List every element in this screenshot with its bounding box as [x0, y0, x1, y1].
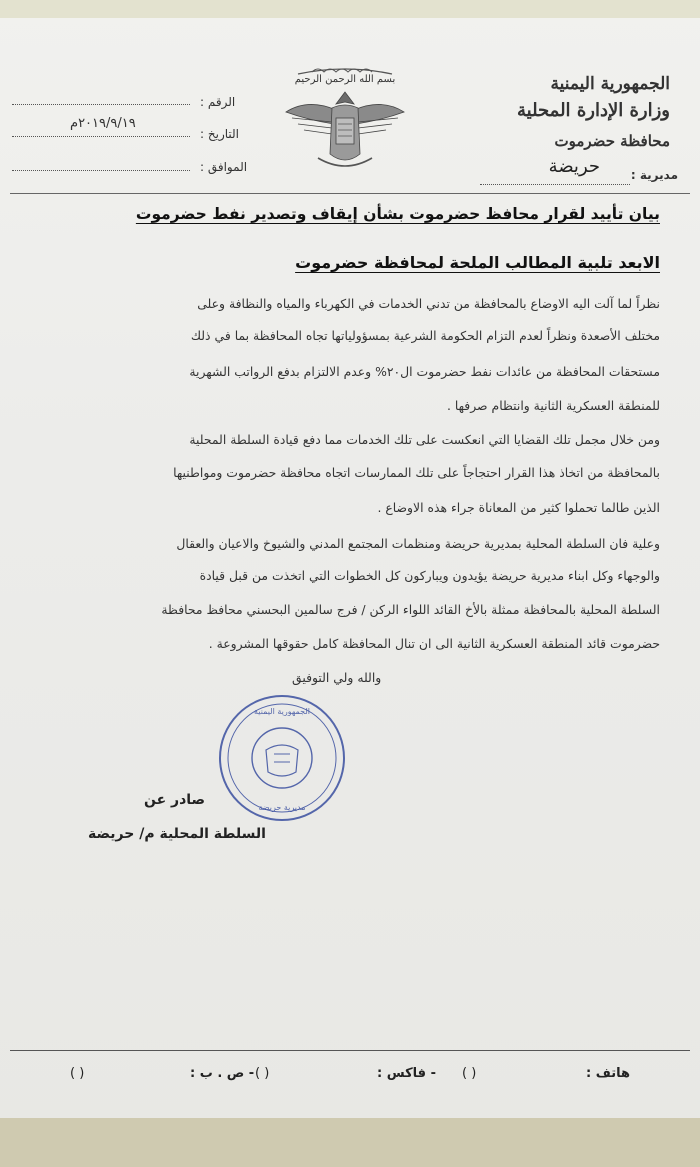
phone-value: ( ) [462, 1066, 477, 1081]
directorate-underline [480, 184, 630, 185]
statement-title-line1: بيان تأييد لقرار محافظ حضرموت بشأن إيقاف وتصدير نفط حضرموت [135, 205, 660, 223]
body-line-4: للمنطقة العسكرية الثانية وانتظام صرفها . [446, 398, 660, 413]
po-box-label: - ص . ب : [190, 1066, 255, 1081]
directorate-handwritten: حريضة [548, 156, 600, 177]
po-box-value: ( ) [70, 1066, 85, 1081]
issued-by-label: صادر عن [144, 792, 206, 808]
corresponding-line [12, 170, 190, 171]
svg-text:مديرية حريضة: مديرية حريضة [258, 803, 306, 812]
fax-label: - فاكس : [377, 1066, 436, 1081]
official-stamp [216, 692, 348, 824]
body-line-8: وعلية فان السلطة المحلية بمديرية حريضة ومنظمات المجتمع المدني والشيوخ والاعيان والعقال [176, 536, 660, 551]
body-line-6: بالمحافظة من اتخاذ هذا القرار احتجاجاً على تلك الممارسات اتجاه محافظة حضرموت ومواطنيها [173, 465, 660, 480]
scan-top-edge [0, 0, 700, 18]
body-line-11: حضرموت قائد المنطقة العسكرية الثانية الى ان تنال المحافظة كامل حقوقها المشروعة . [208, 636, 660, 651]
statement-title-line2: الابعد تلبية المطالب الملحة لمحافظة حضرموت [295, 253, 660, 272]
body-line-9: والوجهاء وكل ابناء مديرية حريضة يؤيدون ويباركون كل الخطوات التي اتخذت من قبل قيادة [199, 568, 660, 583]
letterhead-country: الجمهورية اليمنية [550, 74, 670, 94]
svg-text:الجمهورية اليمنية: الجمهورية اليمنية [253, 707, 311, 716]
directorate-label: مديرية : [630, 168, 678, 182]
phone-label: هاتف : [586, 1066, 630, 1081]
body-line-1: نظراً لما آلت اليه الاوضاع بالمحافظة من تدني الخدمات في الكهرباء والمياه والنظافة وعلى [197, 296, 660, 311]
scan-bottom-edge [0, 1118, 700, 1167]
fax-value: ( ) [255, 1066, 270, 1081]
corresponding-label: الموافق : [200, 160, 248, 174]
reference-number-line [12, 104, 190, 105]
body-line-2: مختلف الأصعدة ونظراً لعدم التزام الحكومة الشرعية بمسؤولياتها تجاه المحافظة بما في ذلك [190, 328, 660, 343]
body-line-7: الذين طالما تحملوا كثير من المعاناة جراء هذه الاوضاع . [377, 500, 660, 515]
letterhead-governorate: محافظة حضرموت [554, 132, 670, 150]
date-label: التاريخ : [200, 127, 240, 141]
body-line-5: ومن خلال مجمل تلك القضايا التي انعكست على تلك الخدمات مما دفع قيادة السلطة المحلية [189, 432, 660, 447]
date-line [12, 136, 190, 137]
issuing-authority: السلطة المحلية م/ حريضة [88, 826, 266, 842]
letterhead-ministry: وزارة الإدارة المحلية [517, 100, 670, 121]
emblem-caption: بسم الله الرحمن الرحيم [294, 74, 396, 85]
yemen-eagle-emblem-icon [278, 62, 412, 182]
date-value: ٢٠١٩/٩/١٩م [70, 116, 136, 131]
body-line-3: مستحقات المحافظة من عائدات نفط حضرموت ال٢٠% وعدم الالتزام بدفع الرواتب الشهرية [189, 364, 660, 379]
footer-divider [10, 1050, 690, 1051]
header-divider [10, 193, 690, 194]
closing-line: والله ولي التوفيق [292, 670, 382, 685]
reference-number-label: الرقم : [200, 95, 236, 109]
body-line-10: السلطة المحلية بالمحافظة ممثلة بالأخ القائد اللواء الركن / فرج سالمين البحسني محافظ محافظة [161, 602, 660, 617]
